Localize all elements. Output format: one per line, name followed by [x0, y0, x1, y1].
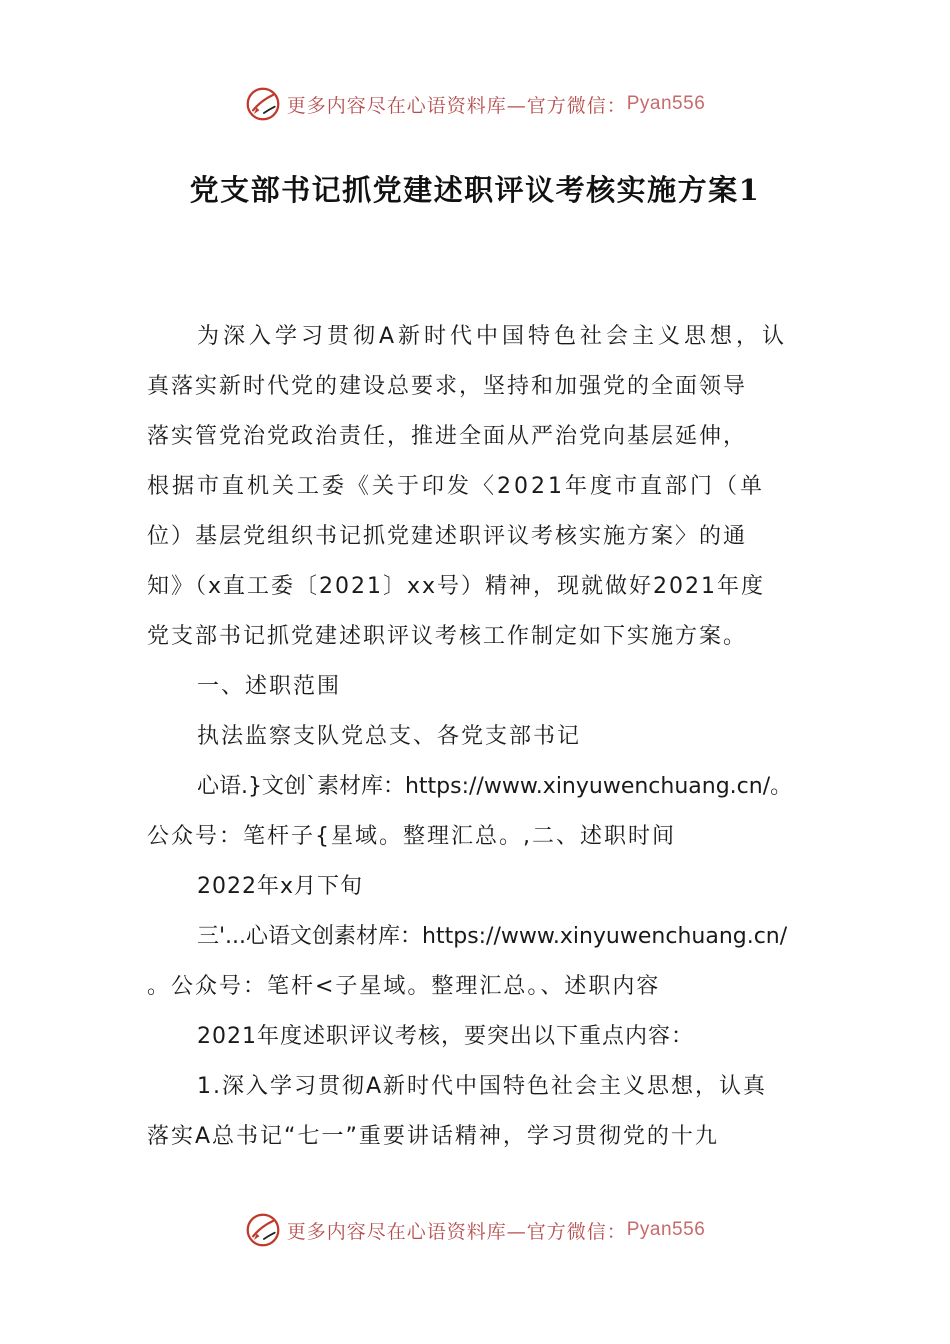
paragraph-line: 2022年x月下旬: [197, 874, 364, 899]
paragraph-line: 真落实新时代党的建设总要求，坚持和加强党的全面领导: [147, 374, 748, 399]
paragraph-line: 知》（x直工委〔2021〕xx号）精神，现就做好2021年度: [147, 574, 766, 599]
paragraph-line: 根据市直机关工委《关于印发〈2021年度市直部门（单: [147, 474, 765, 499]
pen-logo-icon: [245, 1212, 281, 1248]
paragraph-line: 落实管党治党政治责任，推进全面从严治党向基层延伸，: [147, 424, 748, 449]
watermark-line: 三'...心语文创素材库：https://www.xinyuwenchuang.cn/: [197, 924, 788, 949]
watermark-line: 心语.}文创`素材库：https://www.xinyuwenchuang.cn/。: [197, 774, 793, 799]
footer-watermark-banner: [0, 1208, 950, 1252]
banner-wechat-id: Pyan556: [626, 1219, 706, 1240]
banner-text: 更多内容尽在心语资料库—官方微信：: [286, 94, 627, 117]
banner-text: 更多内容尽在心语资料库—官方微信：: [286, 1220, 627, 1243]
paragraph-line: 执法监察支队党总支、各党支部书记: [197, 724, 582, 749]
paragraph-line: 1.深入学习贯彻A新时代中国特色社会主义思想，认真: [197, 1074, 768, 1099]
document-title: 党支部书记抓党建述职评议考核实施方案1: [189, 173, 761, 207]
paragraph-line: 2021年度述职评议考核，要突出以下重点内容：: [197, 1024, 694, 1049]
header-watermark-banner: [0, 82, 950, 126]
document-body: [147, 312, 807, 1162]
paragraph-line: 为深入学习贯彻A新时代中国特色社会主义思想，认: [197, 324, 789, 349]
paragraph-line: 落实A总书记“七一”重要讲话精神，学习贯彻党的十九: [147, 1124, 719, 1149]
paragraph-line: 党支部书记抓党建述职评议考核工作制定如下实施方案。: [147, 624, 748, 649]
section-heading: 一、述职范围: [197, 674, 342, 699]
watermark-line: 公众号：笔杆子{星域。整理汇总。,二、述职时间: [147, 824, 676, 849]
pen-logo-icon: [245, 86, 281, 122]
watermark-line: 。公众号：笔杆<子星域。整理汇总。、述职内容: [147, 974, 661, 999]
paragraph-line: 位）基层党组织书记抓党建述职评议考核实施方案〉的通: [147, 524, 748, 549]
banner-wechat-id: Pyan556: [626, 93, 706, 114]
